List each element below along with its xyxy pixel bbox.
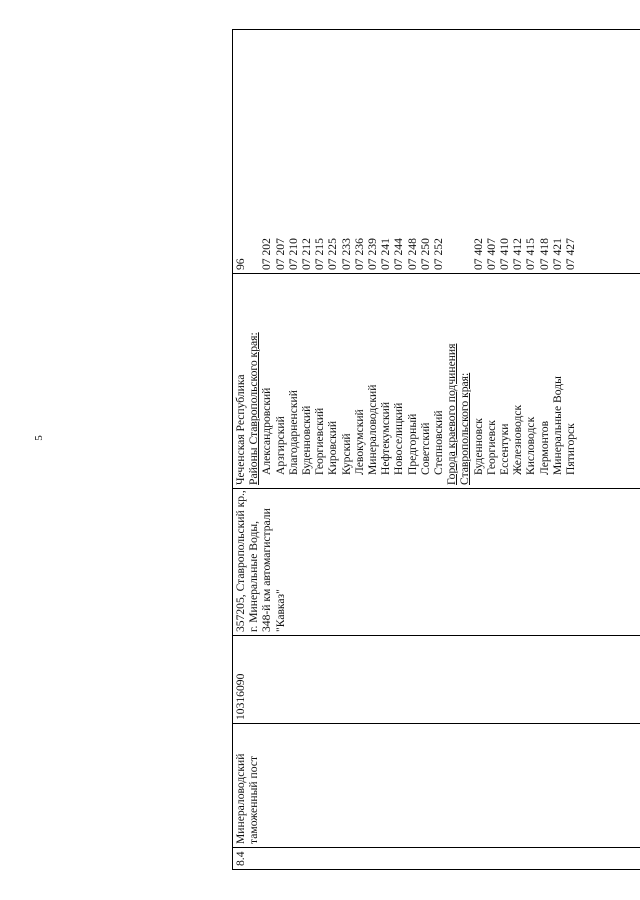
region-group-heading: Районы Ставропольского края:: [247, 332, 261, 485]
rotated-table-container: [232, 30, 640, 870]
region-item: Лермонтов: [537, 420, 551, 475]
okato-code: 07 210: [286, 238, 300, 270]
post-code: 10316090: [233, 636, 640, 724]
page-number: 5: [33, 435, 45, 441]
okato-code: 07 202: [260, 238, 274, 270]
okato-code: 07 236: [352, 238, 366, 270]
okato-code: 07 250: [418, 238, 432, 270]
region-item: Железноводск: [511, 404, 525, 475]
region-item: Минеральные Воды: [550, 376, 564, 475]
post-name-line: Минераловодский: [234, 753, 247, 844]
okato-code: 07 212: [300, 238, 314, 270]
okato-code: 07 415: [524, 238, 538, 270]
region-item: Кисловодск: [524, 416, 538, 475]
okato-code: 07 244: [392, 238, 406, 270]
region-item: Александровский: [260, 387, 274, 475]
okato-code: 07 418: [537, 238, 551, 270]
okato-code: 07 410: [498, 238, 512, 270]
customs-posts-table: [232, 29, 640, 870]
region-item: Пятигорск: [564, 423, 578, 475]
region-item: Степновский: [432, 410, 446, 475]
region-group-heading: Города краевого подчинения: [445, 343, 459, 485]
okato-code: 07 207: [273, 238, 287, 270]
okato-code-list: [233, 30, 640, 274]
okato-code: 07 215: [313, 238, 327, 270]
okato-code: [445, 33, 458, 270]
region-item: Георгиевский: [313, 407, 327, 475]
region-item: Новоселицкий: [392, 402, 406, 475]
address-line: 348-й км автомагистрали: [260, 508, 274, 632]
region-item: Георгиевск: [484, 420, 498, 475]
address-line: 357205, Ставропольский кр.,: [234, 490, 247, 632]
okato-code: 07 427: [564, 238, 578, 270]
post-address: [233, 489, 640, 636]
address-line: г. Минеральные Воды,: [247, 520, 261, 632]
address-line: "Кавказ": [273, 589, 287, 632]
region-item: Чеченская Республика: [234, 374, 247, 485]
okato-code: 07 421: [550, 238, 564, 270]
okato-code: 07 233: [339, 238, 353, 270]
okato-code: 07 241: [379, 238, 393, 270]
region-item: Нефтекумский: [379, 401, 393, 475]
row-number: 8.4: [233, 848, 640, 870]
okato-code: 07 412: [511, 238, 525, 270]
okato-code: 07 407: [484, 238, 498, 270]
okato-code: 07 402: [471, 238, 485, 270]
region-item: Советский: [418, 422, 432, 475]
okato-code: 07 239: [366, 238, 380, 270]
region-item: Благодарненский: [286, 390, 300, 475]
region-item: Предгорный: [405, 413, 419, 475]
region-list: [233, 274, 640, 489]
region-item: Минераловодский: [366, 384, 380, 475]
region-item: Ессентуки: [498, 423, 512, 475]
okato-code: 07 225: [326, 238, 340, 270]
region-item: Арзгирский: [273, 416, 287, 475]
region-group-heading: Ставропольского края:: [458, 372, 472, 485]
region-item: Буденновский: [300, 405, 314, 475]
okato-code: [458, 33, 471, 270]
okato-code: 96: [234, 258, 247, 270]
okato-code: 07 248: [405, 238, 419, 270]
post-name-line: таможенный пост: [247, 755, 261, 844]
post-name: [233, 724, 640, 848]
okato-code: 07 252: [432, 238, 446, 270]
region-item: Кировский: [326, 420, 340, 475]
okato-code: [247, 33, 260, 270]
region-item: Буденновск: [471, 418, 485, 475]
table-row: [233, 30, 640, 870]
region-item: Левокумский: [352, 409, 366, 475]
region-item: Курский: [339, 433, 353, 475]
